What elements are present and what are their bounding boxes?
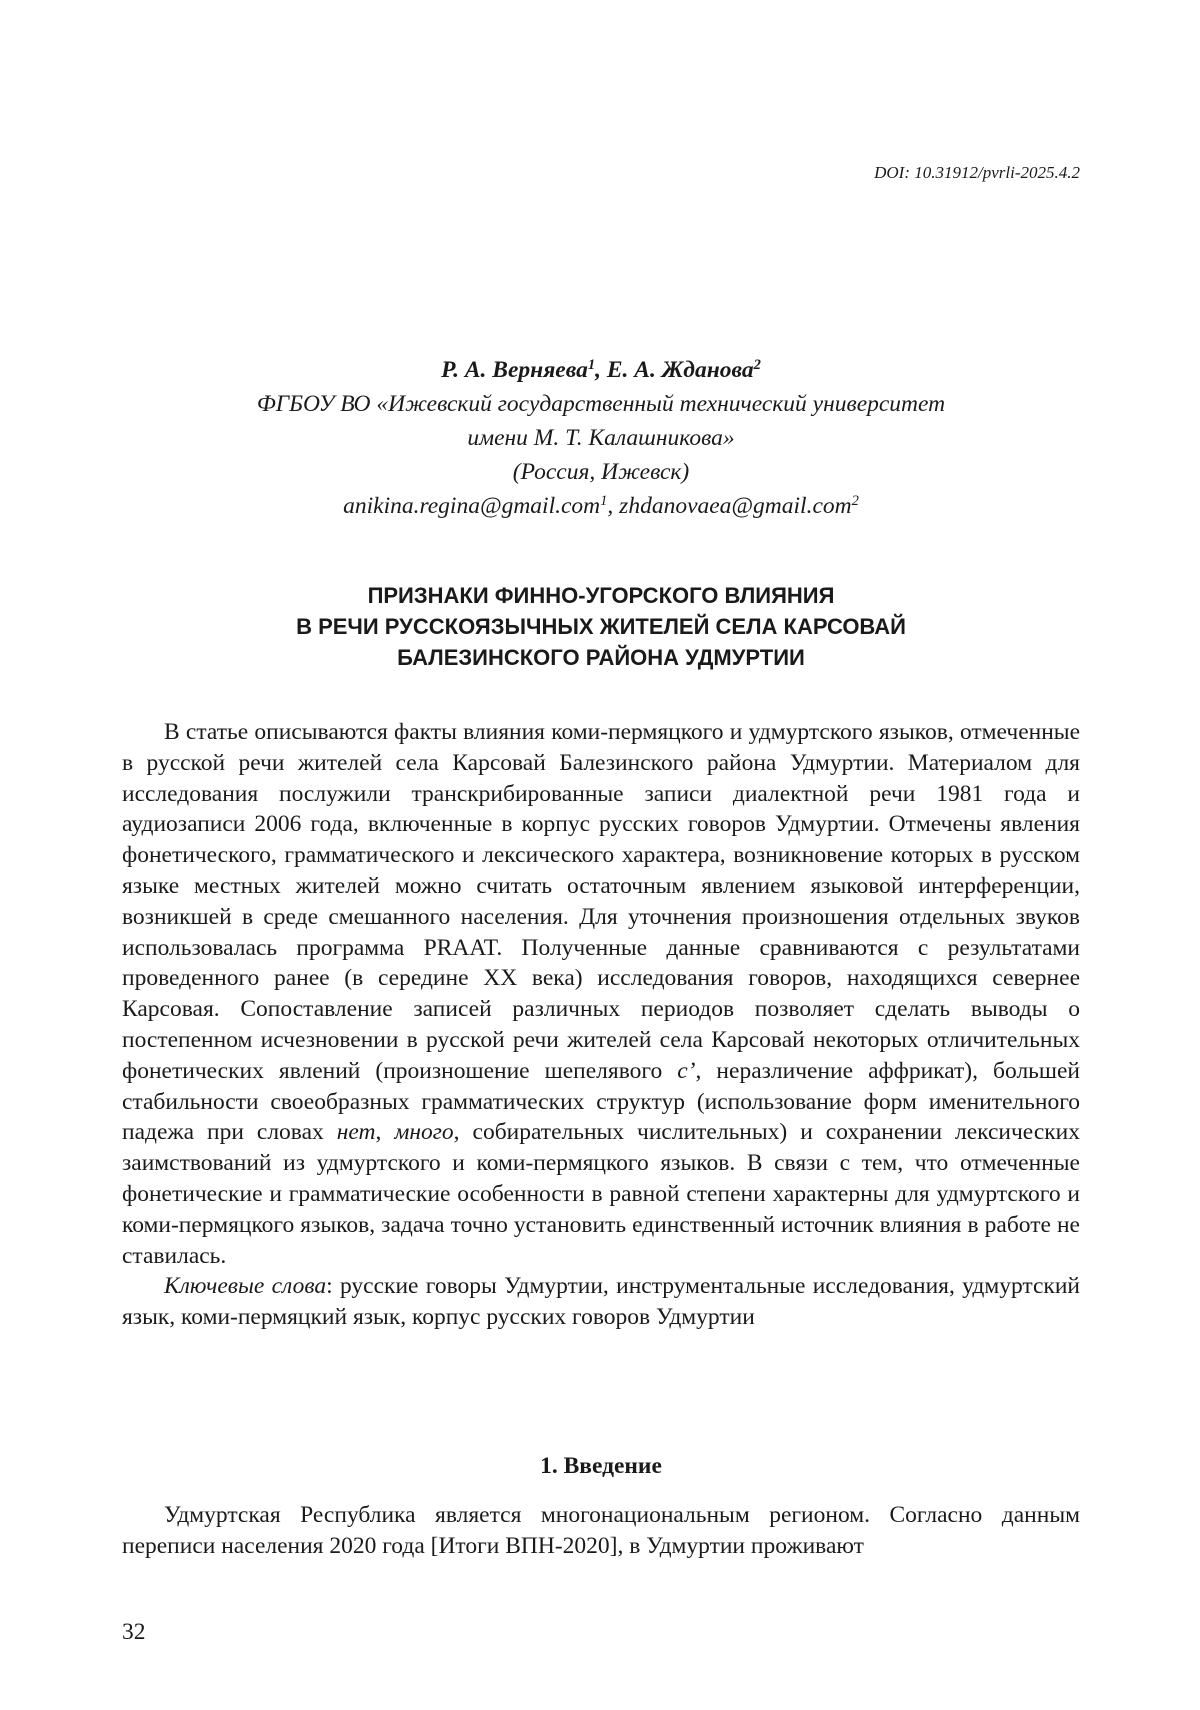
page [122,0,1080,1710]
abstract-text-2: , неразличение аффрикат), большей стабильности своеобразных грамматических структур (использование форм именительного падежа при словах [122,1057,1080,1146]
keywords-label: Ключевые слова [164,1273,327,1300]
author-names [122,353,1080,387]
abstract-text-1: В статье описываются факты влияния коми-пермяцкого и удмуртского языков, отмеченные в русской речи жителей села Карсовай Балезинского района Удмуртии. Материалом для исследования послужили транскрибированные записи диалектной речи 1981 года и аудиозаписи 2006 года, включенные в корпус русских говоров Удмуртии. Отмечены явления фонетического, грамматического и лексического характера, возникновение которых в русском языке местных жителей можно считать остаточным явлением языковой интерференции, возникшей в среде смешанного населения. Для уточнения произношения отдельных звуков использовалась программа PRAAT. Полученные данные сравниваются с результатами проведенного ранее (в середине XX века) исследования говоров, находящихся севернее Карсовая. Сопоставление записей различных периодов позволяет сделать выводы о постепенном исчезновении в русской речи жителей села Карсовай некоторых отличительных фонетических явлений (произношение шепелявого [122,719,1080,1084]
affiliation-location: (Россия, Ижевск) [512,459,690,485]
email-separator: , [607,493,620,519]
author-separator: , [595,357,607,383]
abstract-italic-1: с’ [677,1057,696,1084]
author-1-sup: 1 [587,357,596,373]
keywords-paragraph [122,1271,1080,1333]
keywords-text: : русские говоры Удмуртии, инструментальные исследования, удмуртский язык, коми-пермяцкий язык, корпус русских говоров Удмуртии [122,1273,1080,1331]
email-2-sup: 2 [851,493,859,509]
abstract [122,717,1080,1333]
title-line-2: В РЕЧИ РУССКОЯЗЫЧНЫХ ЖИТЕЛЕЙ СЕЛА КАРСОВАЙ [296,614,906,639]
paper-title [122,580,1080,673]
introduction [122,1500,1080,1562]
affiliation-line-2: имени М. Т. Калашникова» [467,425,735,451]
abstract-text-3: , [375,1119,395,1146]
author-1: Р. А. Верняева [441,357,588,383]
title-line-1: ПРИЗНАКИ ФИННО-УГОРСКОГО ВЛИЯНИЯ [367,583,835,608]
doi: DOI: 10.31912/pvrli-2025.4.2 [874,163,1080,182]
author-2-sup: 2 [753,357,761,373]
abstract-italic-2: нет [336,1119,376,1146]
page-number: 32 [122,1619,146,1645]
author-emails [122,489,1080,523]
author-2: Е. А. Жданова [606,357,754,383]
abstract-paragraph [122,717,1080,1271]
abstract-text-4: , собирательных числительных) и сохранении лексических заимствований из удмуртского и коми-пермяцкого языков. В связи с тем, что отмеченные фонетические и грамматические особенности в равной степени характерны для удмуртского и коми-пермяцкого языков, задача точно установить единственный источник влияния в работе не ставилась. [122,1119,1080,1269]
email-2[interactable]: zhdanovaea@gmail.com [619,493,852,519]
section-heading: 1. Введение [540,1453,662,1479]
authors-block [122,353,1080,523]
email-1[interactable]: anikina.regina@gmail.com [343,493,601,519]
title-line-3: БАЛЕЗИНСКОГО РАЙОНА УДМУРТИИ [397,645,805,670]
intro-paragraph: Удмуртская Республика является многонациональным регионом. Согласно данным переписи населения 2020 года [Итоги ВПН-2020], в Удмуртии проживают [122,1502,1080,1559]
affiliation-line-1: ФГБОУ ВО «Ижевский государственный технический университет [256,391,946,417]
abstract-italic-3: много [394,1119,454,1146]
email-1-sup: 1 [600,493,608,509]
